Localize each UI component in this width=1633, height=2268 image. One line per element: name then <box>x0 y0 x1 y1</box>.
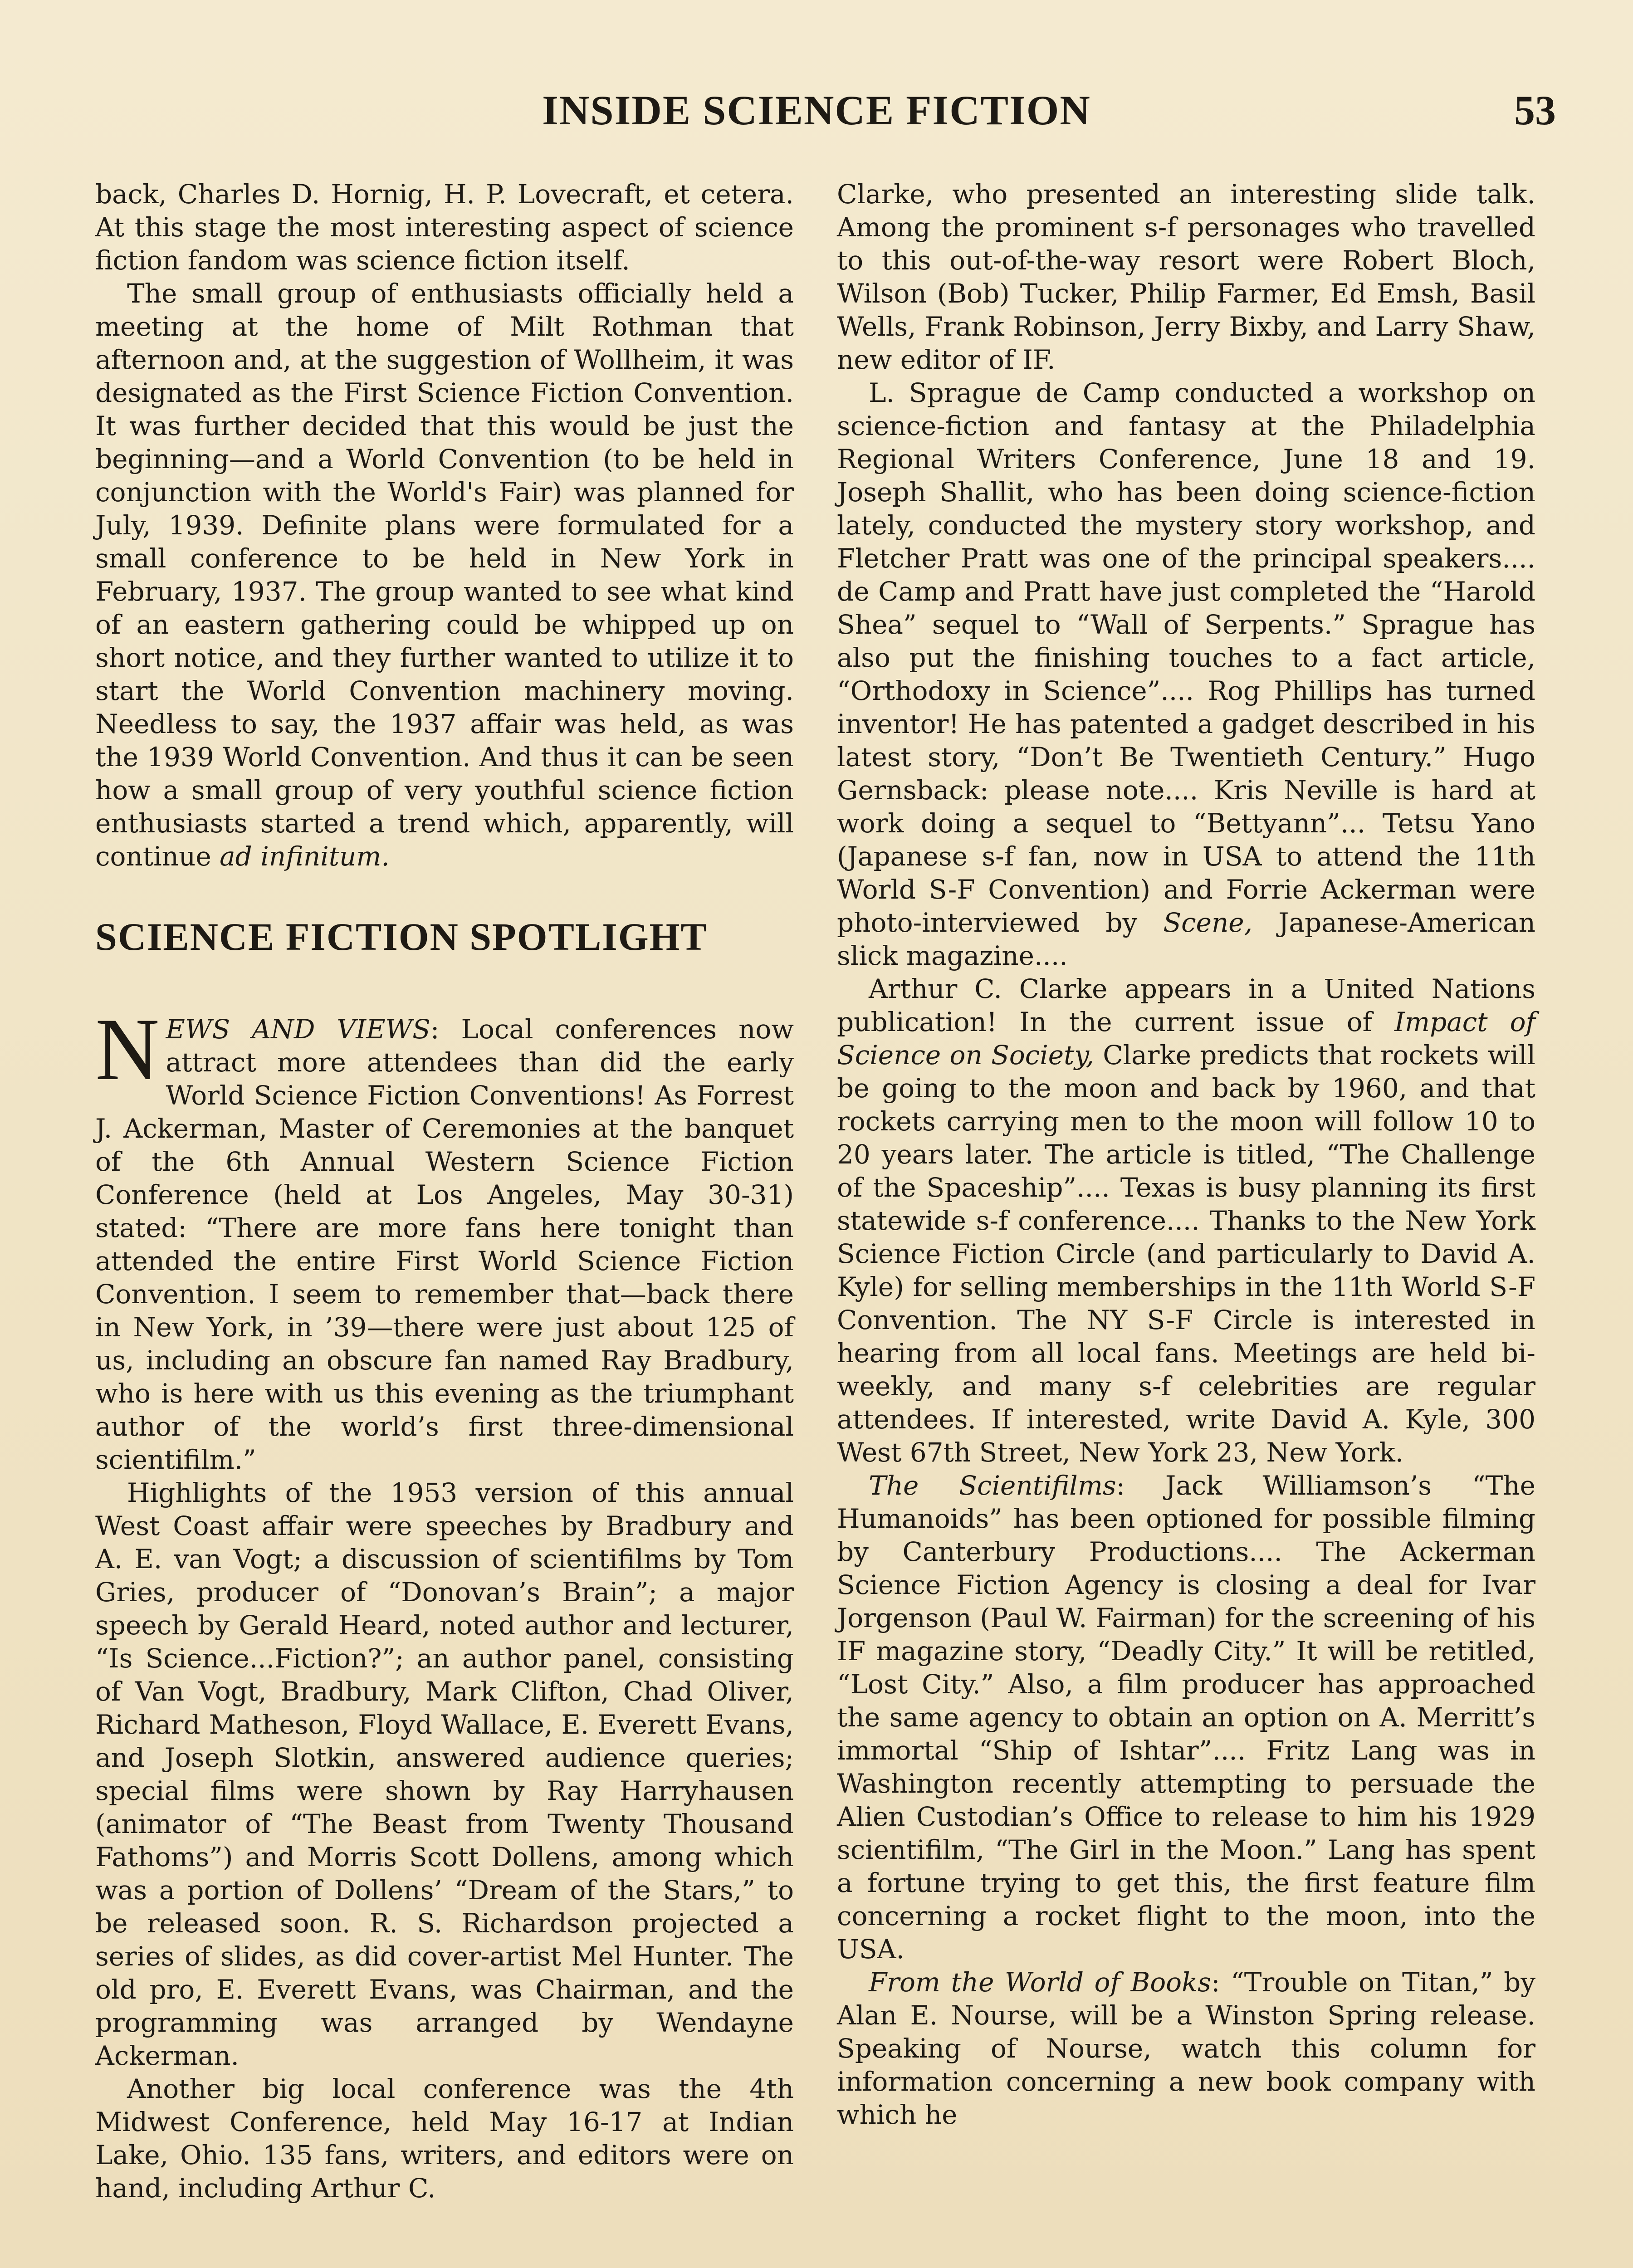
section-heading: SCIENCE FICTION SPOTLIGHT <box>95 915 708 958</box>
running-title: INSIDE SCIENCE FICTION <box>542 87 1091 133</box>
paragraph: Highlights of the 1953 version of this annual West Coast affair were speeches by Bradbury and A. E. van Vogt; a discussion of scientifilms by Tom Gries, producer of “Donovan’s Brain”; a major speech by Gerald Heard, noted author and lecturer, “Is Science...Fiction?”; an author panel, consisting of Van Vogt, Bradbury, Mark Clifton, Chad Oliver, Richard Matheson, Floyd Wallace, E. Everett Evans, and Joseph Slotkin, answered audience queries; special films were shown by Ray Harryhausen (animator of “The Beast from Twenty Thousand Fathoms”) and Morris Scott Dollens, among which was a portion of Dollens’ “Dream of the Stars,” to be released soon. R. S. Richardson projected a series of slides, as did cover-artist Mel Hunter. The old pro, E. Everett Evans, was Chairman, and the programming was arranged by Wendayne Ackerman. <box>95 1477 794 2071</box>
paragraph: Another big local conference was the 4th Midwest Conference, held May 16-17 at Indian Lake, Ohio. 135 fans, writers, and editors were on hand, including Arthur C. <box>95 2073 794 2204</box>
paragraph-text: : “Trouble on Titan,” by Alan E. Nourse, will be a Winston Spring release. Speaking of Nourse, watch this column for information concerning a new book company with which he <box>837 1967 1536 2130</box>
paragraph <box>837 376 1535 973</box>
page-number: 53 <box>1514 87 1556 133</box>
paragraph <box>95 277 794 873</box>
right-column <box>837 178 1535 2131</box>
paragraph <box>837 1469 1535 1966</box>
paragraph <box>837 1966 1535 2131</box>
paragraph-text: The small group of enthusiasts officially held a meeting at the home of Milt Rothman that afternoon and, at the suggestion of Wollheim, it was designated as the First Science Fiction Convention. It was further decided that this would be just the beginning—and a World Convention (to be held in conjunction with the World's Fair) was planned for July, 1939. Definite plans were formulated for a small conference to be held in New York in February, 1937. The group wanted to see what kind of an eastern gathering could be whipped up on short notice, and they further wanted to utilize it to start the World Convention machinery moving. Needless to say, the 1937 affair was held, as was the 1939 World Convention. And thus it can be seen how a small group of very youthful science fiction enthusiasts started a trend which, apparently, will continue <box>95 278 794 872</box>
paragraph-text: Arthur C. Clarke appears in a United Nations publication! In the current issue of <box>837 973 1535 1037</box>
italic-text: ad infinitum. <box>220 841 390 872</box>
drop-cap: N <box>95 1000 160 1099</box>
left-column <box>95 178 794 2205</box>
paragraph: Clarke, who presented an interesting slide talk. Among the prominent s-f personages who travelled to this out-of-the-way resort were Robert Bloch, Wilson (Bob) Tucker, Philip Farmer, Ed Emsh, Basil Wells, Frank Robinson, Jerry Bixby, and Larry Shaw, new editor of IF. <box>837 179 1535 375</box>
italic-text: From the World of Books <box>869 1967 1212 1998</box>
paragraph-text: Clarke predicts that rockets will be going to the moon and back by 1960, and that rockets carrying men to the moon will follow 10 to 20 years later. The article is titled, “The Challenge of the Spaceship”.... Texas is busy planning its first statewide s-f conference.... Thanks to the New York Science Fiction Circle (and particularly to David A. Kyle) for selling memberships in the 11th World S-F Convention. The NY S-F Circle is interested in hearing from all local fans. Meetings are held bi-weekly, and many s-f celebrities are regular attendees. If interested, write David A. Kyle, 300 West 67th Street, New York 23, New York. <box>837 1040 1536 1468</box>
running-head <box>0 82 1633 136</box>
paragraph <box>837 973 1535 1469</box>
lead-in: EWS AND VIEWS <box>166 1014 430 1045</box>
paragraph-text: L. Sprague de Camp conducted a workshop on science-fiction and fantasy at the Philadelphia Regional Writers Conference, June 18 and 19. Joseph Shallit, who has been doing science-fiction lately, conducted the mystery story workshop, and Fletcher Pratt was one of the principal speakers.... de Camp and Pratt have just completed the “Harold Shea” sequel to “Wall of Serpents.” Sprague has also put the finishing touches to a fact article, “Orthodoxy in Science”.... Rog Phillips has turned inventor! He has patented a gadget described in his latest story, “Don’t Be Twentieth Century.” Hugo Gernsback: please note.... Kris Neville is hard at work doing a sequel to “Bettyann”... Tetsu Yano (Japanese s-f fan, now in USA to attend the 11th World S-F Convention) and Forrie Ackerman were photo-interviewed by <box>837 377 1535 938</box>
italic-text: Scene, <box>1163 907 1253 938</box>
paragraph: back, Charles D. Hornig, H. P. Lovecraft, et cetera. At this stage the most interesting aspect of science fiction fandom was science fiction itself. <box>95 179 794 276</box>
italic-text: The Scientifilms <box>869 1470 1116 1501</box>
paragraph-text: : Local conferences now attract more attendees than did the early World Science Fiction Conventions! As Forrest J. Ackerman, Master of Ceremonies at the banquet of the 6th Annual Western Science Fiction Conference (held at Los Angeles, May 30-31) stated: “There are more fans here tonight than attended the entire First World Science Fiction Convention. I seem to remember that—back there in New York, in ’39—there were just about 125 of us, including an obscure fan named Ray Bradbury, who is here with us this evening as the triumphant author of the world’s first three-dimensional scientifilm.” <box>95 1014 794 1475</box>
paragraph-text: Japanese-American slick magazine.... <box>837 907 1536 971</box>
paragraph-text: : Jack Williamson’s “The Humanoids” has been optioned for possible filming by Canterbury Productions.... The Ackerman Science Fiction Agency is closing a deal for Ivar Jorgenson (Paul W. Fairman) for the screening of his IF magazine story, “Deadly City.” It will be retitled, “Lost City.” Also, a film producer has approached the same agency to obtain an option on A. Merritt’s immortal “Ship of Ishtar”.... Fritz Lang was in Washington recently attempting to persuade the Alien Custodian’s Office to release to him his 1929 scientifilm, “The Girl in the Moon.” Lang has spent a fortune trying to get this, the first feature film concerning a rocket flight to the moon, into the USA. <box>837 1470 1535 1965</box>
paragraph <box>95 1000 794 1476</box>
italic-text: Impact of Science on Society, <box>837 1007 1535 1070</box>
